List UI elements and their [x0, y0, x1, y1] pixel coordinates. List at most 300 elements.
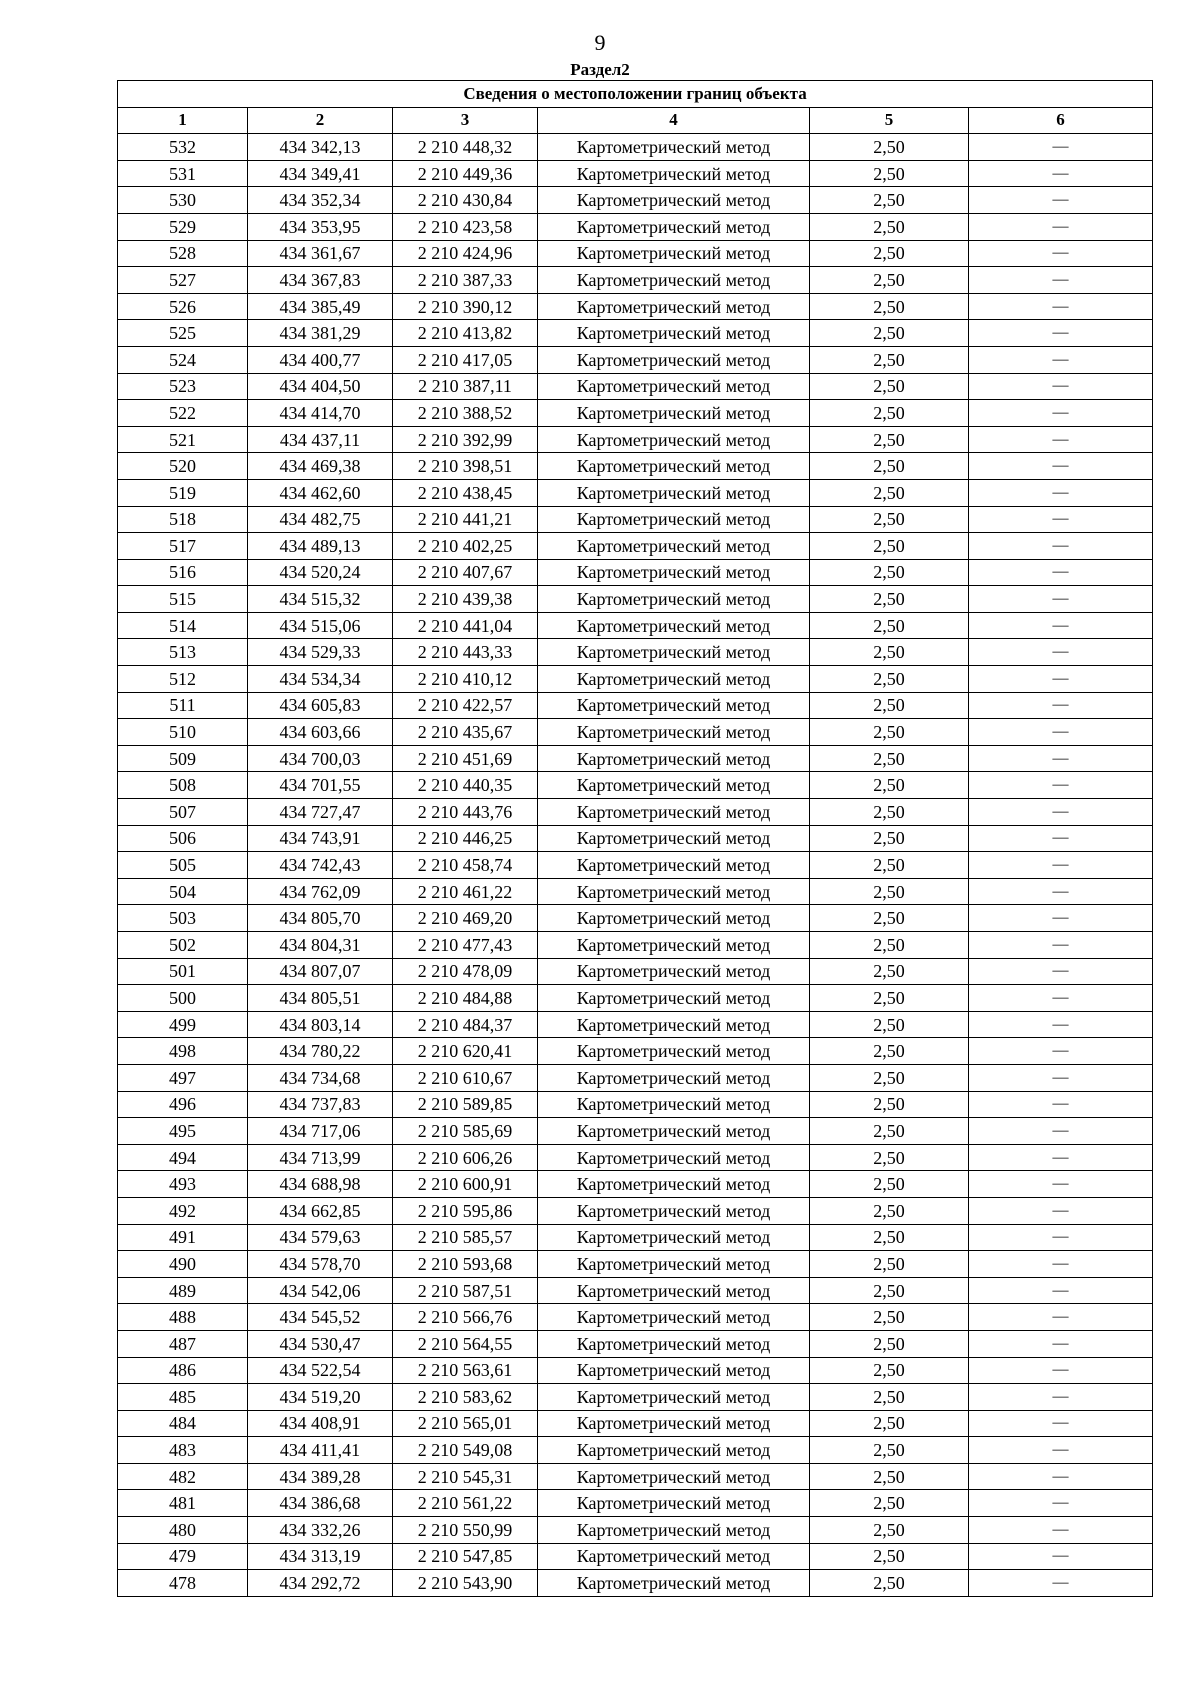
method-cell: Картометрический метод	[538, 1091, 810, 1118]
x-coordinate-cell: 434 515,06	[248, 612, 393, 639]
x-coordinate-cell: 434 462,60	[248, 479, 393, 506]
method-cell: Картометрический метод	[538, 905, 810, 932]
column-number: 4	[538, 107, 810, 134]
x-coordinate-cell: 434 734,68	[248, 1064, 393, 1091]
table-row	[118, 1118, 1153, 1145]
accuracy-cell: 2,50	[810, 506, 969, 533]
table-row	[118, 1517, 1153, 1544]
y-coordinate-cell: 2 210 387,33	[393, 267, 538, 294]
y-coordinate-cell: 2 210 417,05	[393, 346, 538, 373]
method-cell: Картометрический метод	[538, 932, 810, 959]
point-number-cell: 508	[118, 772, 248, 799]
table-row	[118, 1330, 1153, 1357]
note-cell: —	[969, 160, 1153, 187]
point-number-cell: 493	[118, 1171, 248, 1198]
table-row	[118, 1171, 1153, 1198]
x-coordinate-cell: 434 603,66	[248, 719, 393, 746]
point-number-cell: 492	[118, 1197, 248, 1224]
note-cell: —	[969, 1197, 1153, 1224]
table-row	[118, 1543, 1153, 1570]
table-row	[118, 213, 1153, 240]
method-cell: Картометрический метод	[538, 1251, 810, 1278]
method-cell: Картометрический метод	[538, 852, 810, 879]
y-coordinate-cell: 2 210 448,32	[393, 134, 538, 161]
method-cell: Картометрический метод	[538, 213, 810, 240]
y-coordinate-cell: 2 210 439,38	[393, 586, 538, 613]
x-coordinate-cell: 434 605,83	[248, 692, 393, 719]
table-row	[118, 320, 1153, 347]
accuracy-cell: 2,50	[810, 533, 969, 560]
accuracy-cell: 2,50	[810, 878, 969, 905]
x-coordinate-cell: 434 469,38	[248, 453, 393, 480]
note-cell: —	[969, 878, 1153, 905]
method-cell: Картометрический метод	[538, 1118, 810, 1145]
note-cell: —	[969, 240, 1153, 267]
method-cell: Картометрический метод	[538, 612, 810, 639]
table-row	[118, 825, 1153, 852]
note-cell: —	[969, 905, 1153, 932]
point-number-cell: 488	[118, 1304, 248, 1331]
note-cell: —	[969, 506, 1153, 533]
method-cell: Картометрический метод	[538, 825, 810, 852]
y-coordinate-cell: 2 210 477,43	[393, 932, 538, 959]
note-cell: —	[969, 213, 1153, 240]
accuracy-cell: 2,50	[810, 666, 969, 693]
note-cell: —	[969, 1437, 1153, 1464]
method-cell: Картометрический метод	[538, 719, 810, 746]
x-coordinate-cell: 434 742,43	[248, 852, 393, 879]
point-number-cell: 495	[118, 1118, 248, 1145]
table-row	[118, 1410, 1153, 1437]
note-cell: —	[969, 1064, 1153, 1091]
x-coordinate-cell: 434 404,50	[248, 373, 393, 400]
x-coordinate-cell: 434 361,67	[248, 240, 393, 267]
note-cell: —	[969, 666, 1153, 693]
accuracy-cell: 2,50	[810, 400, 969, 427]
accuracy-cell: 2,50	[810, 1437, 969, 1464]
note-cell: —	[969, 533, 1153, 560]
x-coordinate-cell: 434 414,70	[248, 400, 393, 427]
section-title: Раздел2	[570, 60, 630, 79]
accuracy-cell: 2,50	[810, 134, 969, 161]
method-cell: Картометрический метод	[538, 639, 810, 666]
note-cell: —	[969, 745, 1153, 772]
x-coordinate-cell: 434 545,52	[248, 1304, 393, 1331]
point-number-cell: 515	[118, 586, 248, 613]
y-coordinate-cell: 2 210 440,35	[393, 772, 538, 799]
boundary-coordinates-table	[117, 80, 1153, 1597]
x-coordinate-cell: 434 519,20	[248, 1384, 393, 1411]
note-cell: —	[969, 1410, 1153, 1437]
point-number-cell: 491	[118, 1224, 248, 1251]
x-coordinate-cell: 434 482,75	[248, 506, 393, 533]
x-coordinate-cell: 434 780,22	[248, 1038, 393, 1065]
point-number-cell: 483	[118, 1437, 248, 1464]
x-coordinate-cell: 434 743,91	[248, 825, 393, 852]
table-row	[118, 453, 1153, 480]
table-row	[118, 373, 1153, 400]
method-cell: Картометрический метод	[538, 426, 810, 453]
note-cell: —	[969, 692, 1153, 719]
x-coordinate-cell: 434 522,54	[248, 1357, 393, 1384]
y-coordinate-cell: 2 210 413,82	[393, 320, 538, 347]
point-number-cell: 524	[118, 346, 248, 373]
y-coordinate-cell: 2 210 469,20	[393, 905, 538, 932]
accuracy-cell: 2,50	[810, 559, 969, 586]
method-cell: Картометрический метод	[538, 187, 810, 214]
table-row	[118, 612, 1153, 639]
accuracy-cell: 2,50	[810, 187, 969, 214]
method-cell: Картометрический метод	[538, 533, 810, 560]
note-cell: —	[969, 639, 1153, 666]
point-number-cell: 523	[118, 373, 248, 400]
method-cell: Картометрический метод	[538, 1543, 810, 1570]
note-cell: —	[969, 1171, 1153, 1198]
x-coordinate-cell: 434 713,99	[248, 1144, 393, 1171]
x-coordinate-cell: 434 437,11	[248, 426, 393, 453]
point-number-cell: 487	[118, 1330, 248, 1357]
point-number-cell: 517	[118, 533, 248, 560]
table-row	[118, 1011, 1153, 1038]
y-coordinate-cell: 2 210 585,69	[393, 1118, 538, 1145]
x-coordinate-cell: 434 408,91	[248, 1410, 393, 1437]
point-number-cell: 510	[118, 719, 248, 746]
accuracy-cell: 2,50	[810, 1144, 969, 1171]
method-cell: Картометрический метод	[538, 799, 810, 826]
method-cell: Картометрический метод	[538, 160, 810, 187]
method-cell: Картометрический метод	[538, 1410, 810, 1437]
method-cell: Картометрический метод	[538, 1517, 810, 1544]
x-coordinate-cell: 434 727,47	[248, 799, 393, 826]
note-cell: —	[969, 1357, 1153, 1384]
method-cell: Картометрический метод	[538, 1384, 810, 1411]
accuracy-cell: 2,50	[810, 293, 969, 320]
accuracy-cell: 2,50	[810, 985, 969, 1012]
point-number-cell: 512	[118, 666, 248, 693]
column-number: 6	[969, 107, 1153, 134]
note-cell: —	[969, 612, 1153, 639]
point-number-cell: 529	[118, 213, 248, 240]
note-cell: —	[969, 1144, 1153, 1171]
method-cell: Картометрический метод	[538, 506, 810, 533]
accuracy-cell: 2,50	[810, 453, 969, 480]
accuracy-cell: 2,50	[810, 825, 969, 852]
method-cell: Картометрический метод	[538, 479, 810, 506]
table-row	[118, 799, 1153, 826]
x-coordinate-cell: 434 400,77	[248, 346, 393, 373]
y-coordinate-cell: 2 210 392,99	[393, 426, 538, 453]
method-cell: Картометрический метод	[538, 1064, 810, 1091]
table-row	[118, 1091, 1153, 1118]
y-coordinate-cell: 2 210 547,85	[393, 1543, 538, 1570]
note-cell: —	[969, 852, 1153, 879]
table-row	[118, 985, 1153, 1012]
note-cell: —	[969, 1490, 1153, 1517]
x-coordinate-cell: 434 349,41	[248, 160, 393, 187]
note-cell: —	[969, 293, 1153, 320]
point-number-cell: 504	[118, 878, 248, 905]
accuracy-cell: 2,50	[810, 1197, 969, 1224]
x-coordinate-cell: 434 542,06	[248, 1277, 393, 1304]
x-coordinate-cell: 434 805,70	[248, 905, 393, 932]
point-number-cell: 518	[118, 506, 248, 533]
table-row	[118, 1437, 1153, 1464]
x-coordinate-cell: 434 386,68	[248, 1490, 393, 1517]
table-row	[118, 1144, 1153, 1171]
table-row	[118, 1490, 1153, 1517]
method-cell: Картометрический метод	[538, 1437, 810, 1464]
table-row	[118, 666, 1153, 693]
method-cell: Картометрический метод	[538, 320, 810, 347]
y-coordinate-cell: 2 210 610,67	[393, 1064, 538, 1091]
point-number-cell: 478	[118, 1570, 248, 1597]
x-coordinate-cell: 434 804,31	[248, 932, 393, 959]
table-row	[118, 692, 1153, 719]
point-number-cell: 525	[118, 320, 248, 347]
point-number-cell: 499	[118, 1011, 248, 1038]
note-cell: —	[969, 1118, 1153, 1145]
y-coordinate-cell: 2 210 561,22	[393, 1490, 538, 1517]
method-cell: Картометрический метод	[538, 400, 810, 427]
accuracy-cell: 2,50	[810, 639, 969, 666]
method-cell: Картометрический метод	[538, 1224, 810, 1251]
point-number-cell: 528	[118, 240, 248, 267]
note-cell: —	[969, 479, 1153, 506]
y-coordinate-cell: 2 210 461,22	[393, 878, 538, 905]
point-number-cell: 485	[118, 1384, 248, 1411]
y-coordinate-cell: 2 210 543,90	[393, 1570, 538, 1597]
accuracy-cell: 2,50	[810, 1410, 969, 1437]
y-coordinate-cell: 2 210 446,25	[393, 825, 538, 852]
method-cell: Картометрический метод	[538, 1463, 810, 1490]
method-cell: Картометрический метод	[538, 1144, 810, 1171]
column-number: 2	[248, 107, 393, 134]
y-coordinate-cell: 2 210 402,25	[393, 533, 538, 560]
method-cell: Картометрический метод	[538, 267, 810, 294]
point-number-cell: 516	[118, 559, 248, 586]
x-coordinate-cell: 434 807,07	[248, 958, 393, 985]
table-row	[118, 293, 1153, 320]
accuracy-cell: 2,50	[810, 1517, 969, 1544]
table-row	[118, 719, 1153, 746]
table-row	[118, 479, 1153, 506]
table-row	[118, 1277, 1153, 1304]
accuracy-cell: 2,50	[810, 745, 969, 772]
note-cell: —	[969, 985, 1153, 1012]
y-coordinate-cell: 2 210 458,74	[393, 852, 538, 879]
column-number: 5	[810, 107, 969, 134]
note-cell: —	[969, 1543, 1153, 1570]
accuracy-cell: 2,50	[810, 426, 969, 453]
accuracy-cell: 2,50	[810, 346, 969, 373]
accuracy-cell: 2,50	[810, 213, 969, 240]
table-row	[118, 533, 1153, 560]
accuracy-cell: 2,50	[810, 1171, 969, 1198]
table-row	[118, 426, 1153, 453]
y-coordinate-cell: 2 210 441,04	[393, 612, 538, 639]
table-row	[118, 1384, 1153, 1411]
y-coordinate-cell: 2 210 585,57	[393, 1224, 538, 1251]
point-number-cell: 509	[118, 745, 248, 772]
y-coordinate-cell: 2 210 451,69	[393, 745, 538, 772]
table-row	[118, 1064, 1153, 1091]
note-cell: —	[969, 586, 1153, 613]
accuracy-cell: 2,50	[810, 1304, 969, 1331]
x-coordinate-cell: 434 578,70	[248, 1251, 393, 1278]
point-number-cell: 521	[118, 426, 248, 453]
table-row	[118, 267, 1153, 294]
method-cell: Картометрический метод	[538, 985, 810, 1012]
x-coordinate-cell: 434 701,55	[248, 772, 393, 799]
y-coordinate-cell: 2 210 390,12	[393, 293, 538, 320]
y-coordinate-cell: 2 210 484,37	[393, 1011, 538, 1038]
y-coordinate-cell: 2 210 549,08	[393, 1437, 538, 1464]
accuracy-cell: 2,50	[810, 1011, 969, 1038]
table-row	[118, 1463, 1153, 1490]
x-coordinate-cell: 434 292,72	[248, 1570, 393, 1597]
x-coordinate-cell: 434 529,33	[248, 639, 393, 666]
point-number-cell: 498	[118, 1038, 248, 1065]
note-cell: —	[969, 1517, 1153, 1544]
accuracy-cell: 2,50	[810, 373, 969, 400]
accuracy-cell: 2,50	[810, 1384, 969, 1411]
point-number-cell: 505	[118, 852, 248, 879]
x-coordinate-cell: 434 762,09	[248, 878, 393, 905]
y-coordinate-cell: 2 210 620,41	[393, 1038, 538, 1065]
x-coordinate-cell: 434 717,06	[248, 1118, 393, 1145]
method-cell: Картометрический метод	[538, 958, 810, 985]
table-row	[118, 506, 1153, 533]
note-cell: —	[969, 1038, 1153, 1065]
table-row	[118, 852, 1153, 879]
y-coordinate-cell: 2 210 443,33	[393, 639, 538, 666]
table-row	[118, 932, 1153, 959]
y-coordinate-cell: 2 210 424,96	[393, 240, 538, 267]
y-coordinate-cell: 2 210 430,84	[393, 187, 538, 214]
table-row	[118, 958, 1153, 985]
table-row	[118, 160, 1153, 187]
x-coordinate-cell: 434 313,19	[248, 1543, 393, 1570]
method-cell: Картометрический метод	[538, 240, 810, 267]
method-cell: Картометрический метод	[538, 1038, 810, 1065]
method-cell: Картометрический метод	[538, 1277, 810, 1304]
table-row	[118, 1570, 1153, 1597]
point-number-cell: 481	[118, 1490, 248, 1517]
note-cell: —	[969, 426, 1153, 453]
table-row	[118, 1197, 1153, 1224]
y-coordinate-cell: 2 210 595,86	[393, 1197, 538, 1224]
x-coordinate-cell: 434 389,28	[248, 1463, 393, 1490]
accuracy-cell: 2,50	[810, 1038, 969, 1065]
point-number-cell: 501	[118, 958, 248, 985]
point-number-cell: 531	[118, 160, 248, 187]
y-coordinate-cell: 2 210 593,68	[393, 1251, 538, 1278]
method-cell: Картометрический метод	[538, 666, 810, 693]
point-number-cell: 496	[118, 1091, 248, 1118]
note-cell: —	[969, 1091, 1153, 1118]
page-number: 9	[594, 30, 606, 55]
y-coordinate-cell: 2 210 606,26	[393, 1144, 538, 1171]
accuracy-cell: 2,50	[810, 1330, 969, 1357]
point-number-cell: 511	[118, 692, 248, 719]
accuracy-cell: 2,50	[810, 1251, 969, 1278]
point-number-cell: 497	[118, 1064, 248, 1091]
method-cell: Картометрический метод	[538, 1171, 810, 1198]
method-cell: Картометрический метод	[538, 586, 810, 613]
accuracy-cell: 2,50	[810, 320, 969, 347]
accuracy-cell: 2,50	[810, 852, 969, 879]
y-coordinate-cell: 2 210 423,58	[393, 213, 538, 240]
method-cell: Картометрический метод	[538, 878, 810, 905]
note-cell: —	[969, 559, 1153, 586]
point-number-cell: 513	[118, 639, 248, 666]
x-coordinate-cell: 434 579,63	[248, 1224, 393, 1251]
x-coordinate-cell: 434 737,83	[248, 1091, 393, 1118]
y-coordinate-cell: 2 210 441,21	[393, 506, 538, 533]
table-row	[118, 1251, 1153, 1278]
accuracy-cell: 2,50	[810, 160, 969, 187]
column-number: 3	[393, 107, 538, 134]
method-cell: Картометрический метод	[538, 1490, 810, 1517]
accuracy-cell: 2,50	[810, 692, 969, 719]
note-cell: —	[969, 134, 1153, 161]
y-coordinate-cell: 2 210 563,61	[393, 1357, 538, 1384]
method-cell: Картометрический метод	[538, 134, 810, 161]
y-coordinate-cell: 2 210 443,76	[393, 799, 538, 826]
method-cell: Картометрический метод	[538, 1330, 810, 1357]
table-row	[118, 1304, 1153, 1331]
y-coordinate-cell: 2 210 388,52	[393, 400, 538, 427]
accuracy-cell: 2,50	[810, 586, 969, 613]
point-number-cell: 522	[118, 400, 248, 427]
x-coordinate-cell: 434 411,41	[248, 1437, 393, 1464]
x-coordinate-cell: 434 332,26	[248, 1517, 393, 1544]
table-row	[118, 586, 1153, 613]
y-coordinate-cell: 2 210 564,55	[393, 1330, 538, 1357]
accuracy-cell: 2,50	[810, 772, 969, 799]
point-number-cell: 503	[118, 905, 248, 932]
method-cell: Картометрический метод	[538, 1357, 810, 1384]
y-coordinate-cell: 2 210 478,09	[393, 958, 538, 985]
table-row	[118, 1038, 1153, 1065]
x-coordinate-cell: 434 530,47	[248, 1330, 393, 1357]
x-coordinate-cell: 434 352,34	[248, 187, 393, 214]
y-coordinate-cell: 2 210 387,11	[393, 373, 538, 400]
method-cell: Картометрический метод	[538, 1011, 810, 1038]
y-coordinate-cell: 2 210 422,57	[393, 692, 538, 719]
accuracy-cell: 2,50	[810, 612, 969, 639]
accuracy-cell: 2,50	[810, 1357, 969, 1384]
accuracy-cell: 2,50	[810, 1463, 969, 1490]
method-cell: Картометрический метод	[538, 1304, 810, 1331]
x-coordinate-cell: 434 353,95	[248, 213, 393, 240]
point-number-cell: 530	[118, 187, 248, 214]
note-cell: —	[969, 267, 1153, 294]
method-cell: Картометрический метод	[538, 1570, 810, 1597]
accuracy-cell: 2,50	[810, 1118, 969, 1145]
y-coordinate-cell: 2 210 589,85	[393, 1091, 538, 1118]
y-coordinate-cell: 2 210 398,51	[393, 453, 538, 480]
point-number-cell: 479	[118, 1543, 248, 1570]
note-cell: —	[969, 932, 1153, 959]
note-cell: —	[969, 719, 1153, 746]
accuracy-cell: 2,50	[810, 1543, 969, 1570]
point-number-cell: 482	[118, 1463, 248, 1490]
note-cell: —	[969, 346, 1153, 373]
y-coordinate-cell: 2 210 449,36	[393, 160, 538, 187]
note-cell: —	[969, 453, 1153, 480]
table-row	[118, 639, 1153, 666]
